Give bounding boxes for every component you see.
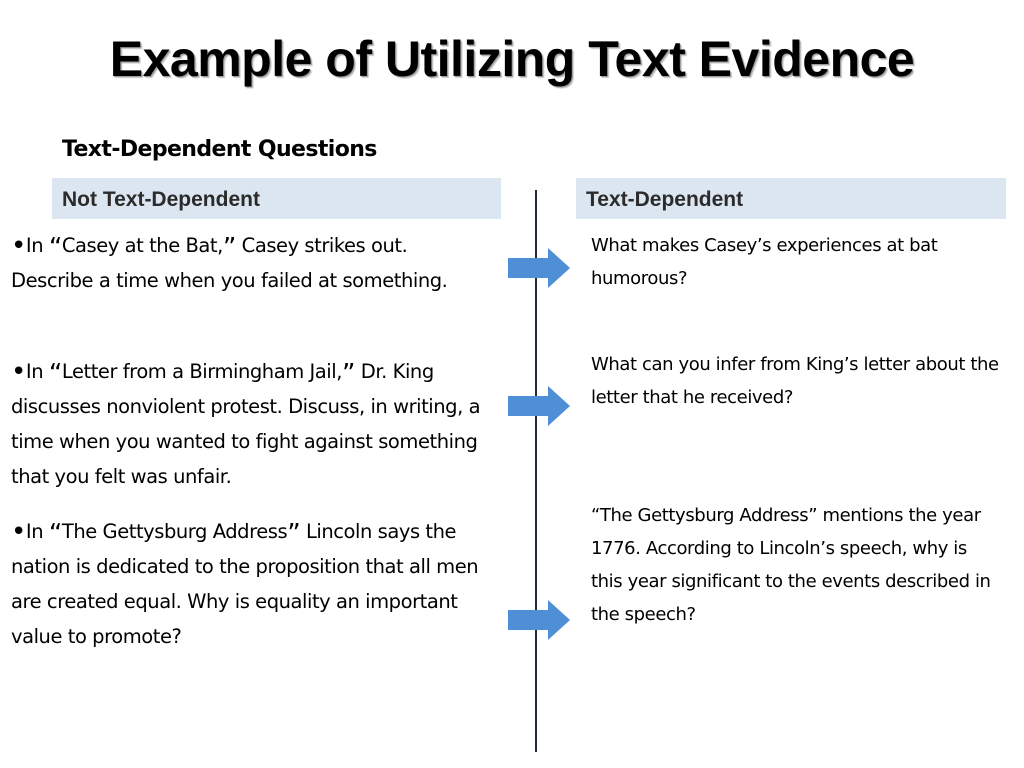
close-quote: ” bbox=[222, 233, 236, 263]
text-dependent-question: What makes Casey’s experiences at bat humorous? bbox=[591, 235, 938, 289]
open-quote: “ bbox=[48, 519, 62, 549]
item-prefix: In bbox=[25, 520, 49, 543]
item-text: Casey strikes out. Describe a time when you failed at something. bbox=[11, 234, 448, 292]
bullet: • bbox=[11, 231, 26, 261]
text-dependent-header: Text-Dependent bbox=[576, 178, 1006, 219]
close-quote: ” bbox=[342, 359, 356, 389]
section-subtitle: Text-Dependent Questions bbox=[62, 137, 377, 162]
item-prefix: In bbox=[25, 234, 49, 257]
slide-title: Example of Utilizing Text Evidence bbox=[109, 31, 915, 87]
bullet: • bbox=[11, 517, 26, 547]
close-quote: ” bbox=[287, 519, 301, 549]
right-arrow-icon bbox=[508, 600, 570, 640]
work-title: The Gettysburg Address bbox=[61, 520, 288, 543]
right-arrow-icon bbox=[508, 386, 570, 426]
item-text: Lincoln says the nation is dedicated to the proposition that all men are created equal. Why is equality an important value to promote? bbox=[11, 520, 479, 648]
right-arrow-icon bbox=[508, 248, 570, 288]
item-text: Dr. King discusses nonviolent protest. Discuss, in writing, a time when you wanted to fight against something that you felt was unfair. bbox=[11, 360, 481, 488]
work-title: Letter from a Birmingham Jail, bbox=[61, 360, 342, 383]
item-prefix: In bbox=[25, 360, 49, 383]
list-item bbox=[11, 354, 481, 494]
bullet: • bbox=[11, 357, 26, 387]
text-dependent-question: What can you infer from King’s letter about the letter that he received? bbox=[591, 354, 999, 408]
not-text-dependent-header: Not Text-Dependent bbox=[52, 178, 501, 219]
list-item bbox=[11, 514, 481, 654]
open-quote: “ bbox=[48, 359, 62, 389]
list-item bbox=[11, 228, 481, 298]
work-title: Casey at the Bat, bbox=[61, 234, 223, 257]
text-dependent-question: “The Gettysburg Address” mentions the year 1776. According to Lincoln’s speech, why is this year significant to the events described in the speech? bbox=[591, 505, 991, 625]
open-quote: “ bbox=[48, 233, 62, 263]
